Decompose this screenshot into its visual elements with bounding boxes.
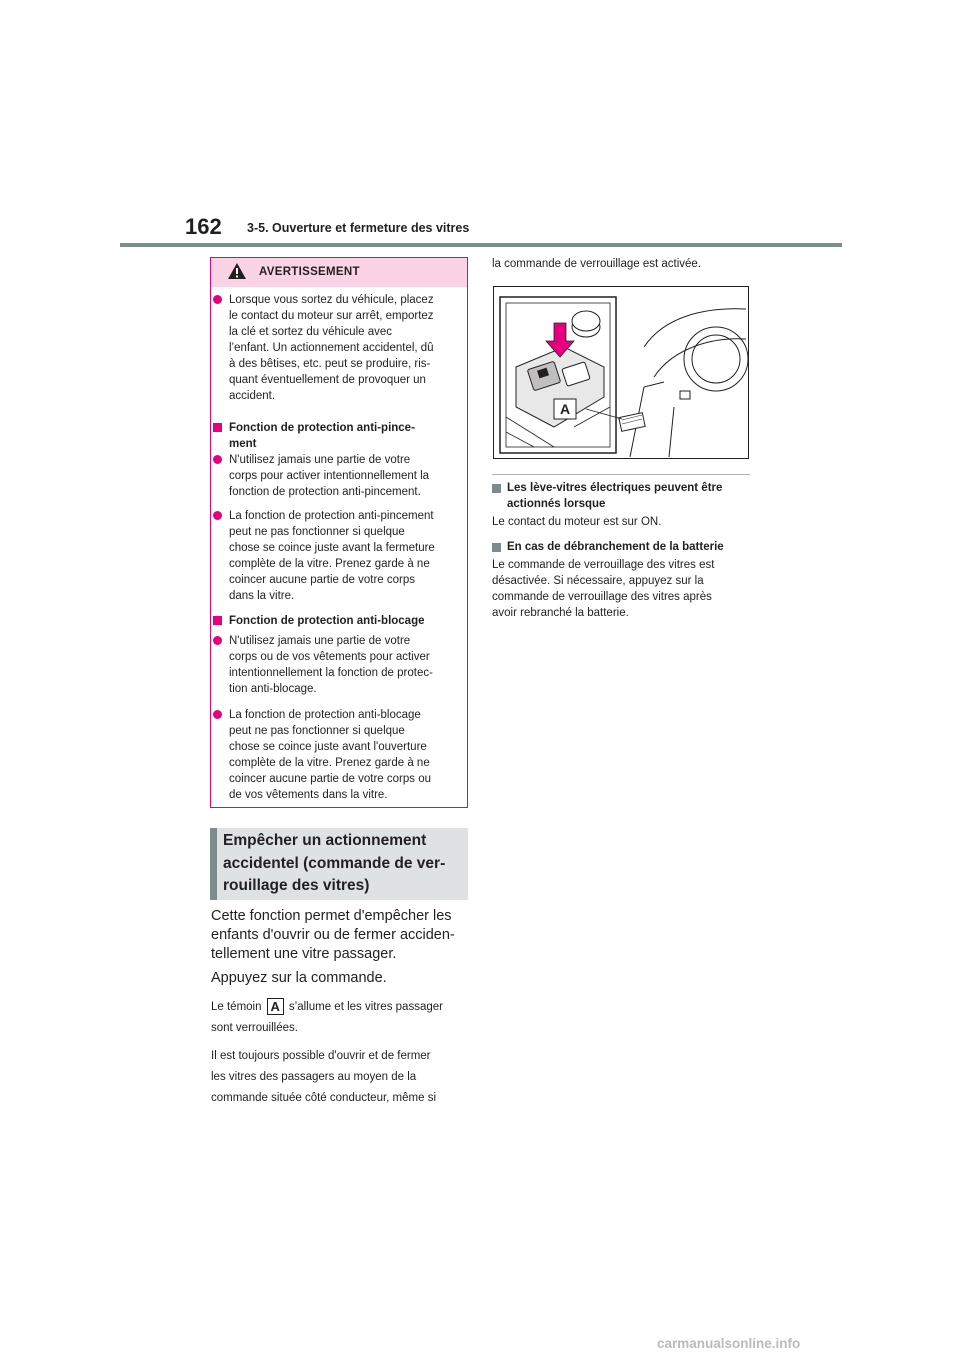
page-number: 162 [185, 214, 222, 239]
warning-line: complète de la vitre. Prenez garde à ne [229, 558, 430, 570]
note2-body-line: avoir rebranché la batterie. [492, 607, 629, 619]
intro-line: Cette fonction permet d'empêcher les [211, 908, 452, 924]
warning-line: accident. [229, 390, 276, 402]
warning-line: l’enfant. Un actionnement accidentel, dû [229, 342, 434, 354]
warning-line: Lorsque vous sortez du véhicule, placez [229, 294, 434, 306]
note2-body-line: désactivée. Si nécessaire, appuyez sur la [492, 575, 704, 587]
warning-line: La fonction de protection anti-pincement [229, 510, 434, 522]
warning-subheading [229, 420, 461, 452]
warning-bullet-text [229, 508, 461, 604]
indicator-text-before: Le témoin [211, 1001, 262, 1013]
warning-bullet-text [229, 292, 461, 404]
header-rule [120, 243, 842, 247]
note1-heading [507, 480, 750, 512]
window-lock-switch-illustration [493, 286, 749, 459]
section-heading-line: accidentel (commande de ver- [223, 854, 446, 872]
intro-paragraph [211, 907, 469, 964]
section-heading [223, 830, 463, 898]
note-line: commande située côté conducteur, même si [211, 1092, 437, 1104]
indicator-line [211, 997, 469, 1018]
note1-body: Le contact du moteur est sur ON. [492, 516, 662, 528]
warning-bullet-text [229, 452, 461, 500]
warning-line: N'utilisez jamais une partie de votre [229, 454, 411, 466]
indicator-text-after: s’allume et les vitres passager [288, 1001, 443, 1013]
instruction: Appuyez sur la commande. [211, 970, 387, 986]
warning-line: chose se coince juste avant l'ouverture [229, 741, 427, 753]
warning-line: quant éventuellement de provoquer un [229, 374, 426, 386]
switch-illustration-drawing [494, 287, 748, 458]
square-bullet-icon [213, 616, 222, 625]
round-bullet-icon [213, 710, 222, 719]
warning-line: intentionnellement la fonction de protec- [229, 667, 433, 679]
warning-line: corps pour activer intentionnellement la [229, 470, 430, 482]
warning-subheading [229, 613, 461, 629]
note1-heading-line: actionnés lorsque [507, 498, 606, 510]
warning-line: coincer aucune partie de votre corps [229, 574, 416, 586]
warning-line: chose se coince juste avant la fermeture [229, 542, 435, 554]
note2-heading: En cas de débranchement de la batterie [507, 541, 724, 553]
note-square-icon [492, 484, 501, 493]
warning-line: de vos vêtements dans la vitre. [229, 789, 388, 801]
continuation-text: la commande de verrouillage est activée. [492, 258, 702, 270]
note-line: Il est toujours possible d'ouvrir et de fermer [211, 1050, 431, 1062]
figure-label-a: A [559, 401, 571, 417]
warning-line: dans la vitre. [229, 590, 295, 602]
section-heading-line: rouillage des vitres) [223, 877, 370, 894]
note-square-icon [492, 543, 501, 552]
warning-line: corps ou de vos vêtements pour activer [229, 651, 430, 663]
warning-line: la clé et sortez du véhicule avec [229, 326, 393, 338]
warning-line: La fonction de protection anti-blocage [229, 709, 421, 721]
note-line: les vitres des passagers au moyen de la [211, 1071, 417, 1083]
round-bullet-icon [213, 455, 222, 464]
warning-line: peut ne pas fonctionner si quelque [229, 725, 405, 737]
warning-line: Fonction de protection anti-blocage [229, 615, 425, 627]
watermark: carmanualsonline.info [657, 1336, 801, 1351]
indicator-line: sont verrouillées. [211, 1022, 298, 1034]
note-paragraph [211, 1046, 469, 1109]
warning-bullet-text [229, 707, 461, 803]
warning-line: à des bêtises, etc. peut se produire, ris- [229, 358, 431, 370]
warning-line: peut ne pas fonctionner si quelque [229, 526, 405, 538]
note2-body [492, 557, 750, 621]
round-bullet-icon [213, 511, 222, 520]
intro-line: tellement une vitre passager. [211, 946, 397, 962]
section-title: 3-5. Ouverture et fermeture des vitres [247, 221, 470, 235]
warning-line: le contact du moteur sur arrêt, emportez [229, 310, 434, 322]
warning-title: AVERTISSEMENT [259, 266, 360, 278]
figure-divider [492, 474, 750, 475]
section-heading-line: Empêcher un actionnement [223, 832, 427, 849]
warning-line: coincer aucune partie de votre corps ou [229, 773, 432, 785]
warning-triangle-icon [227, 262, 247, 280]
indicator-label: A [267, 998, 284, 1015]
warning-line: N'utilisez jamais une partie de votre [229, 635, 411, 647]
note2-body-line: commande de verrouillage des vitres après [492, 591, 712, 603]
warning-line: complète de la vitre. Prenez garde à ne [229, 757, 430, 769]
note2-body-line: Le commande de verrouillage des vitres est [492, 559, 715, 571]
round-bullet-icon [213, 636, 222, 645]
square-bullet-icon [213, 423, 222, 432]
note1-heading-line: Les lève-vitres électriques peuvent être [507, 482, 723, 494]
warning-line: Fonction de protection anti-pince- [229, 422, 415, 434]
warning-bullet-text [229, 633, 461, 697]
warning-line: tion anti-blocage. [229, 683, 317, 695]
round-bullet-icon [213, 295, 222, 304]
indicator-paragraph [211, 997, 469, 1039]
section-heading-bar [210, 828, 217, 900]
warning-line: fonction de protection anti-pincement. [229, 486, 421, 498]
warning-line: ment [229, 438, 257, 450]
intro-line: enfants d'ouvrir ou de fermer acciden- [211, 927, 455, 943]
